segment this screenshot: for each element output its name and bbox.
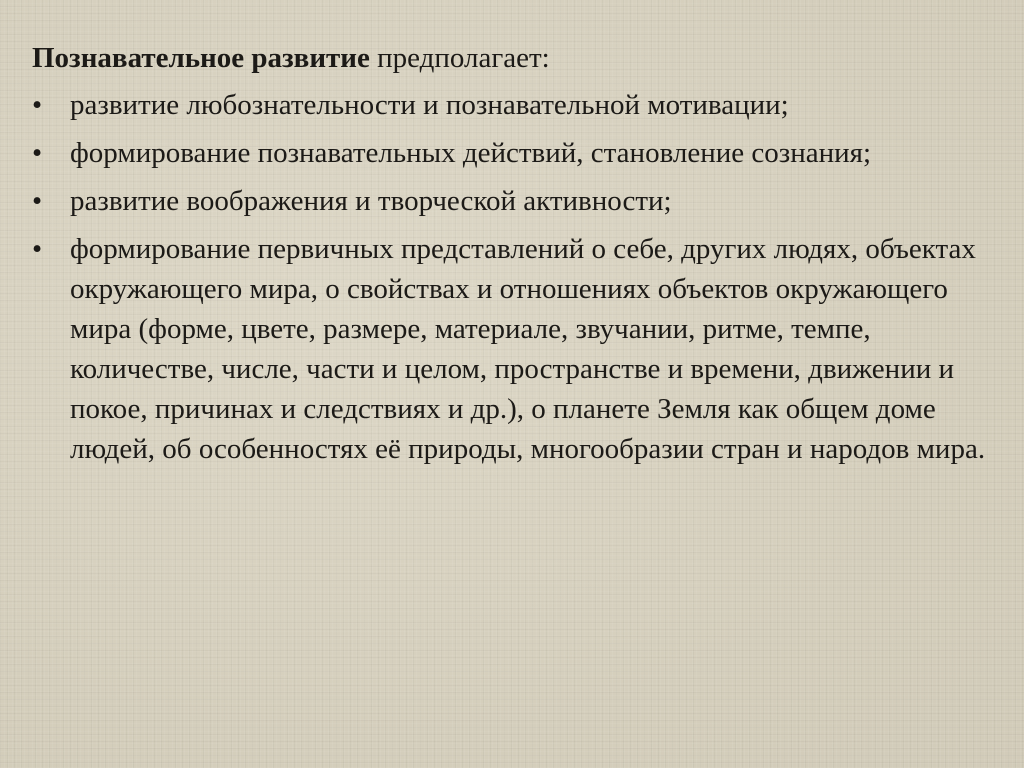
list-item-text: формирование познавательных действий, становление сознания; xyxy=(70,137,872,169)
bullet-list xyxy=(32,85,1002,469)
bullet-icon: • xyxy=(32,137,43,169)
bullet-icon: • xyxy=(32,185,43,217)
list-item xyxy=(32,181,1002,221)
slide-content xyxy=(32,38,1002,477)
bullet-icon: • xyxy=(32,89,43,121)
list-item xyxy=(32,133,1002,173)
list-item-text: развитие воображения и творческой активности; xyxy=(70,185,672,217)
intro-bold-term: Познавательное развитие xyxy=(32,42,370,74)
list-item xyxy=(32,229,1002,469)
list-item-text: развитие любознательности и познавательной мотивации; xyxy=(70,89,789,121)
list-item xyxy=(32,85,1002,125)
list-item-text: формирование первичных представлений о себе, других людях, объектах окружающего мира, о свойствах и отношениях объектов окружающего мира (форме, цвете, размере, материале, звучании, ритме, темпе, количестве, числе, части и целом, пространстве и времени, движении и покое, причинах и следствиях и др.), о планете Земля как общем доме людей, об особенностях её природы, многообразии стран и народов мира. xyxy=(70,233,986,465)
intro-paragraph xyxy=(32,38,1002,78)
bullet-icon: • xyxy=(32,233,43,265)
intro-rest: предполагает: xyxy=(369,42,550,74)
